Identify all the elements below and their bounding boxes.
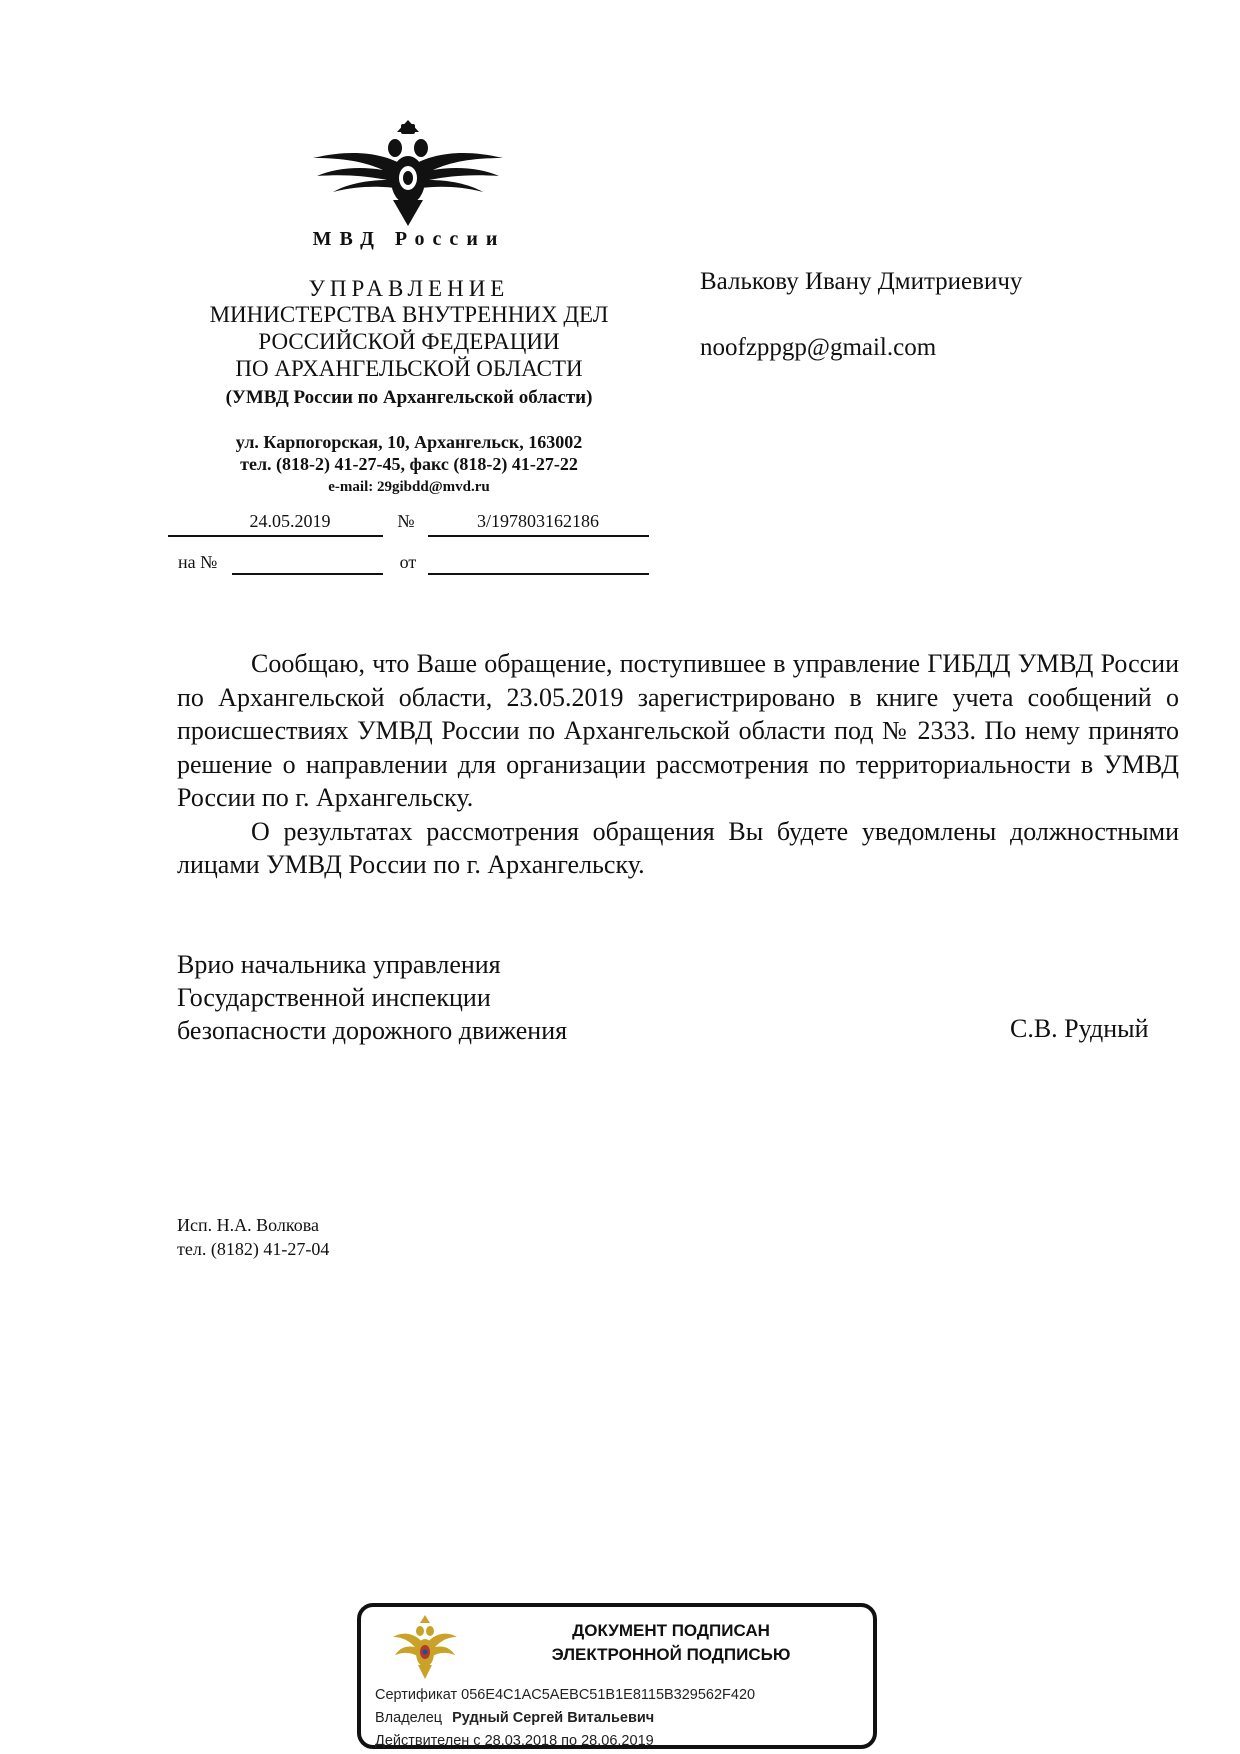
stamp-title [471,1619,871,1667]
letter-number: 3/197803162186 [476,511,599,531]
number-label: № [397,511,415,531]
ref-number-label: на № [178,552,218,572]
org-short-name: (УМВД России по Архангельской области) [225,387,593,408]
stamp-certificate: Сертификат 056E4C1AC5AEBC51B1E8115B329562F420 [375,1687,756,1703]
recipient-email: noofzppgp@gmail.com [700,334,937,361]
executor-name: Исп. Н.А. Волкова [177,1215,319,1235]
stamp-owner-label: Владелец [375,1710,443,1726]
stamp-title-line-1: ДОКУМЕНТ ПОДПИСАН [572,1621,770,1640]
letter-body [177,647,1179,882]
signatory-position-line-1: Врио начальника управления [177,950,501,979]
stamp-title-line-2: ЭЛЕКТРОННОЙ ПОДПИСЬЮ [551,1645,791,1664]
ref-number-underline [232,573,383,575]
stamp-owner-name: Рудный Сергей Витальевич [452,1710,655,1726]
stamp-eagle-emblem-icon [391,1613,459,1681]
electronic-signature-stamp [357,1603,877,1749]
signatory-position [177,948,567,1047]
recipient-name: Валькову Ивану Дмитриевичу [700,268,1023,295]
stamp-owner [375,1710,654,1726]
org-email: e-mail: 29gibdd@mvd.ru [328,479,490,495]
body-paragraph-2: О результатах рассмотрения обращения Вы будете уведомлены должностными лицами УМВД России по г. Архангельску. [177,816,1179,879]
ref-from-label: от [399,552,417,572]
stamp-validity: Действителен с 28.03.2018 по 28.06.2019 [375,1733,654,1749]
org-line-3: РОССИЙСКОЙ ФЕДЕРАЦИИ [258,329,560,354]
signatory-position-line-3: безопасности дорожного движения [177,1016,568,1045]
org-line-2: МИНИСТЕРСТВА ВНУТРЕННИХ ДЕЛ [209,302,609,327]
date-underline [168,535,383,537]
mvd-eagle-emblem-icon [305,118,511,226]
org-line-4: ПО АРХАНГЕЛЬСКОЙ ОБЛАСТИ [235,356,583,381]
executor-info [177,1213,329,1261]
letter-date: 24.05.2019 [249,511,331,531]
signatory-name: С.В. Рудный [1010,1014,1149,1043]
agency-short-name: МВД России [312,228,506,250]
org-phones: тел. (818-2) 41-27-45, факс (818-2) 41-27-22 [240,454,578,474]
executor-phone: тел. (8182) 41-27-04 [177,1239,330,1259]
org-line-1: УПРАВЛЕНИЕ [308,276,510,301]
org-address: ул. Карпогорская, 10, Архангельск, 163002 [235,432,583,452]
ref-from-underline [428,573,649,575]
number-underline [428,535,649,537]
body-paragraph-1: Сообщаю, что Ваше обращение, поступившее в управление ГИБДД УМВД России по Архангельской области, 23.05.2019 зарегистрировано в книге учета сообщений о происшествиях УМВД России по Архангельской области под № 2333. По нему принято решение о направлении для организации рассмотрения по территориальности в УМВД России по г. Архангельску. [177,649,1179,812]
signatory-position-line-2: Государственной инспекции [177,983,491,1012]
